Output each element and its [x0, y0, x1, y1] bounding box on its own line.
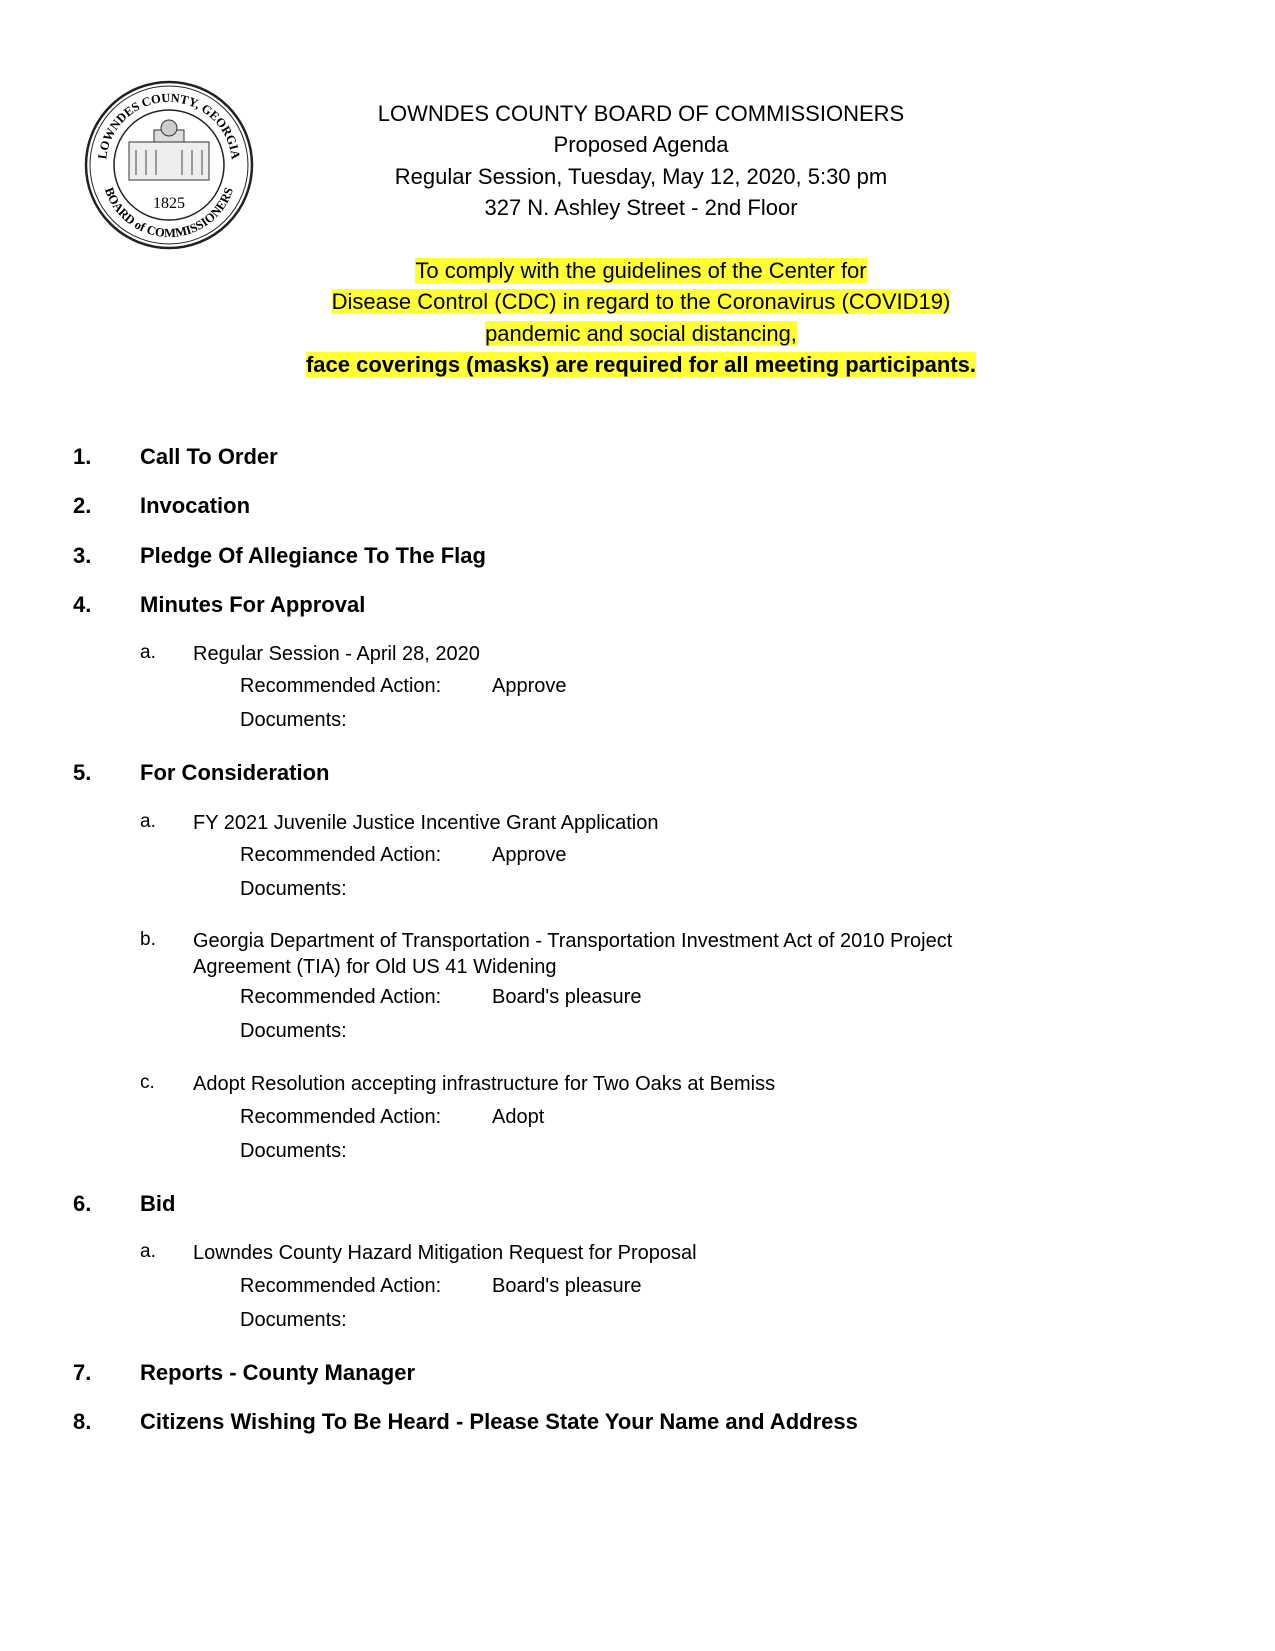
sub-item-text: Georgia Department of Transportation - Transportation Investment Act of 2010 Project — [193, 930, 953, 952]
recommended-action-value: Approve — [492, 844, 567, 866]
recommended-action-label: Recommended Action: — [240, 675, 442, 697]
notice-line-3: pandemic and social distancing, — [485, 321, 797, 346]
sub-item-text: Regular Session - April 28, 2020 — [193, 643, 480, 665]
notice-line-4: face coverings (masks) are required for all meeting participants. — [305, 352, 976, 377]
documents-label: Documents: — [240, 1020, 347, 1042]
documents-label: Documents: — [240, 1140, 347, 1162]
item-title: Pledge Of Allegiance To The Flag — [140, 543, 486, 568]
recommended-action-label: Recommended Action: — [240, 1106, 442, 1128]
agenda-subtitle: Proposed Agenda — [553, 132, 729, 157]
recommended-action-value: Approve — [492, 675, 567, 697]
item-number: 3. — [73, 543, 92, 568]
notice-line-1: To comply with the guidelines of the Center for — [415, 258, 867, 283]
item-title: Bid — [140, 1191, 176, 1216]
recommended-action-label: Recommended Action: — [240, 1275, 442, 1297]
notice-line-2: Disease Control (CDC) in regard to the Coronavirus (COVID19) — [331, 289, 951, 314]
meeting-address: 327 N. Ashley Street - 2nd Floor — [484, 195, 798, 220]
item-title: Invocation — [140, 493, 251, 518]
org-title: LOWNDES COUNTY BOARD OF COMMISSIONERS — [377, 101, 905, 126]
item-title: Minutes For Approval — [140, 592, 366, 617]
svg-text:LOWNDES COUNTY, GEORGIA: LOWNDES COUNTY, GEORGIA — [95, 90, 243, 161]
item-number: 7. — [73, 1360, 92, 1385]
sub-item-text: FY 2021 Juvenile Justice Incentive Grant Application — [193, 812, 659, 834]
documents-label: Documents: — [240, 709, 347, 731]
sub-item-text: Lowndes County Hazard Mitigation Request for Proposal — [193, 1242, 697, 1264]
item-number: 6. — [73, 1191, 92, 1216]
recommended-action-label: Recommended Action: — [240, 844, 442, 866]
sub-letter: a. — [140, 1241, 156, 1262]
sub-letter: a. — [140, 811, 156, 832]
county-seal-logo — [84, 80, 254, 250]
item-number: 4. — [73, 592, 92, 617]
session-info: Regular Session, Tuesday, May 12, 2020, 5:30 pm — [394, 164, 888, 189]
documents-label: Documents: — [240, 878, 347, 900]
recommended-action-label: Recommended Action: — [240, 986, 442, 1008]
sub-item-text: Adopt Resolution accepting infrastructure for Two Oaks at Bemiss — [193, 1073, 776, 1095]
sub-item-text-cont: Agreement (TIA) for Old US 41 Widening — [193, 956, 557, 978]
recommended-action-value: Board's pleasure — [492, 986, 642, 1008]
item-title: Reports - County Manager — [140, 1360, 416, 1385]
sub-letter: b. — [140, 929, 156, 950]
item-number: 8. — [73, 1409, 92, 1434]
svg-text:BOARD of COMMISSIONERS: BOARD of COMMISSIONERS — [101, 185, 237, 241]
documents-label: Documents: — [240, 1309, 347, 1331]
item-title: Call To Order — [140, 444, 278, 469]
item-number: 2. — [73, 493, 92, 518]
item-title: For Consideration — [140, 760, 330, 785]
recommended-action-value: Board's pleasure — [492, 1275, 642, 1297]
recommended-action-value: Adopt — [492, 1106, 545, 1128]
item-number: 5. — [73, 760, 92, 785]
sub-letter: c. — [140, 1072, 155, 1093]
sub-letter: a. — [140, 642, 156, 663]
item-title: Citizens Wishing To Be Heard - Please State Your Name and Address — [140, 1409, 858, 1434]
svg-text:1825: 1825 — [153, 195, 185, 212]
item-number: 1. — [73, 444, 92, 469]
